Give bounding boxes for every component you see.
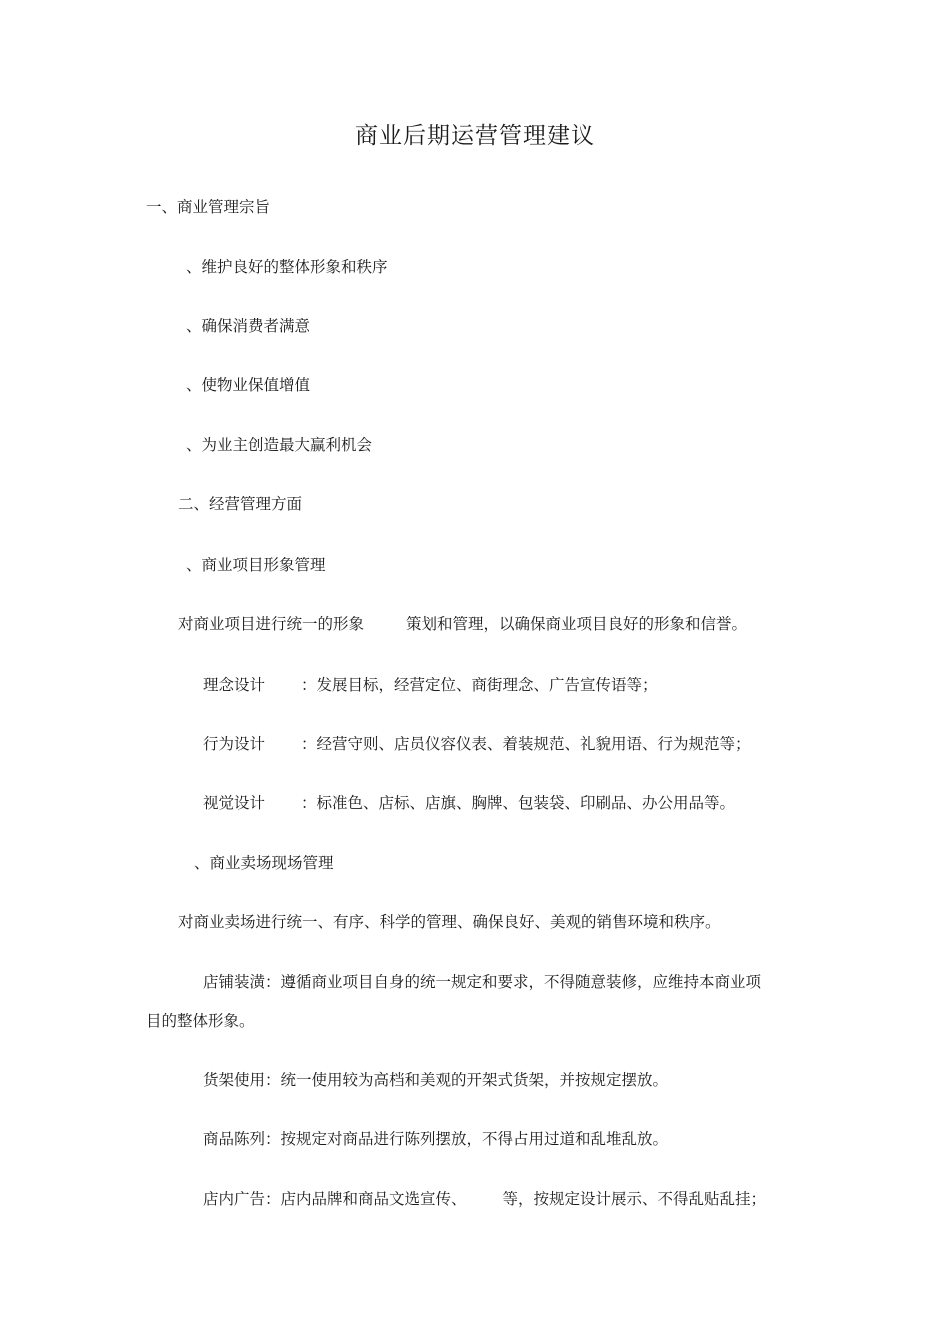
- design-label: 视觉设计: [203, 794, 266, 812]
- design-text: ：发展目标，经营定位、商街理念、广告宣传语等；: [301, 676, 658, 694]
- design-row: [203, 793, 735, 813]
- list-item: 、确保消费者满意: [186, 317, 311, 335]
- paragraph-decor-line1: 店铺装潢：遵循商业项目自身的统一规定和要求，不得随意装修，应维持本商业项: [203, 973, 762, 991]
- paragraph-text: 等，按规定设计展示、不得乱贴乱挂；: [502, 1190, 767, 1208]
- design-text: ：标准色、店标、店旗、胸牌、包装袋、印刷品、办公用品等。: [301, 794, 736, 812]
- subsection-heading-floor: 、商业卖场现场管理: [194, 854, 334, 872]
- paragraph-shelf: 货架使用：统一使用较为高档和美观的开架式货架，并按规定摆放。: [203, 1071, 669, 1089]
- section-heading-operations: 二、经营管理方面: [178, 495, 303, 513]
- paragraph-image-intro: [178, 614, 747, 634]
- paragraph-display: 商品陈列：按规定对商品进行陈列摆放，不得占用过道和乱堆乱放。: [203, 1130, 669, 1148]
- design-text: ：经营守则、店员仪容仪表、着装规范、礼貌用语、行为规范等；: [301, 735, 751, 753]
- design-row: [203, 675, 658, 695]
- paragraph-decor-line2: 目的整体形象。: [146, 1012, 255, 1030]
- design-label: 理念设计: [203, 676, 266, 694]
- list-item: 、维护良好的整体形象和秩序: [186, 258, 388, 276]
- section-heading-purpose: 一、商业管理宗旨: [146, 198, 271, 216]
- list-item: 、使物业保值增值: [186, 376, 311, 394]
- paragraph-text: 店内广告：店内品牌和商品文选宣传、: [203, 1190, 467, 1208]
- design-row: [203, 734, 751, 754]
- page-title: 商业后期运营管理建议: [355, 123, 595, 149]
- paragraph-floor-intro: 对商业卖场进行统一、有序、科学的管理、确保良好、美观的销售环境和秩序。: [178, 913, 721, 931]
- paragraph-ads: [203, 1189, 766, 1209]
- paragraph-text: 对商业项目进行统一的形象: [178, 615, 365, 633]
- list-item: 、为业主创造最大赢利机会: [186, 436, 373, 454]
- paragraph-text: 策划和管理，以确保商业项目良好的形象和信誉。: [406, 615, 748, 633]
- design-label: 行为设计: [203, 735, 266, 753]
- subsection-heading-image: 、商业项目形象管理: [186, 556, 326, 574]
